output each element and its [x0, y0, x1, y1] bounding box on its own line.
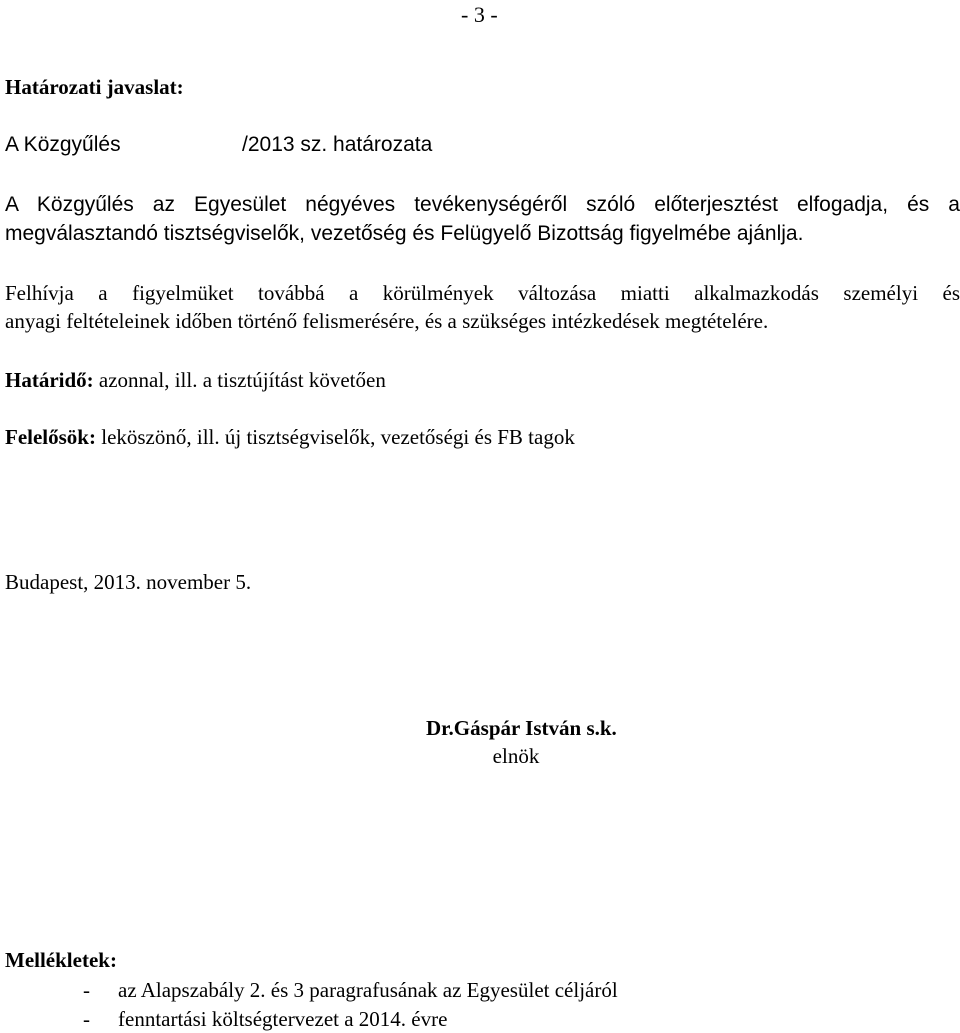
signature-block: [426, 716, 617, 769]
page-number: - 3 -: [461, 2, 498, 27]
attachments-heading: Mellékletek:: [5, 948, 117, 972]
attachment-item-1: az Alapszabály 2. és 3 paragrafusának az Egyesület céljáról: [118, 978, 618, 1002]
attachment-bullet: -: [83, 978, 90, 1002]
responsibles-line: [5, 425, 575, 450]
proposal-heading: Határozati javaslat:: [5, 75, 184, 99]
paragraph-1-line-2: megválasztandó tisztségviselők, vezetőség és Felügyelő Bizottság figyelmébe ajánlja.: [5, 222, 804, 245]
signatory-name: Dr.Gáspár István s.k.: [426, 716, 617, 740]
paragraph-1-line-1: A Közgyűlés az Egyesület négyéves tevékenységéről szóló előterjesztést elfogadja, és a: [5, 193, 960, 216]
deadline-value: azonnal, ill. a tisztújítást követően: [98, 368, 386, 392]
resolution-body-name: A Közgyűlés: [5, 133, 121, 156]
paragraph-2-line-2: anyagi feltételeinek időben történő felismerésére, és a szükséges intézkedések megtételére.: [5, 309, 769, 333]
responsibles-label: Felelősök:: [5, 425, 96, 449]
signatory-title: elnök: [492, 744, 540, 768]
responsibles-value: leköszönő, ill. új tisztségviselők, vezetőségi és FB tagok: [101, 425, 575, 449]
deadline-label: Határidő:: [5, 368, 94, 392]
resolution-number: /2013 sz. határozata: [242, 133, 433, 156]
deadline-line: [5, 368, 386, 393]
attachment-bullet: -: [83, 1007, 90, 1031]
paragraph-2-line-1: Felhívja a figyelmüket továbbá a körülmények változása miatti alkalmazkodás személyi és: [5, 281, 960, 305]
place-date: Budapest, 2013. november 5.: [5, 570, 252, 594]
attachment-item-2: fenntartási költségtervezet a 2014. évre: [118, 1007, 448, 1031]
